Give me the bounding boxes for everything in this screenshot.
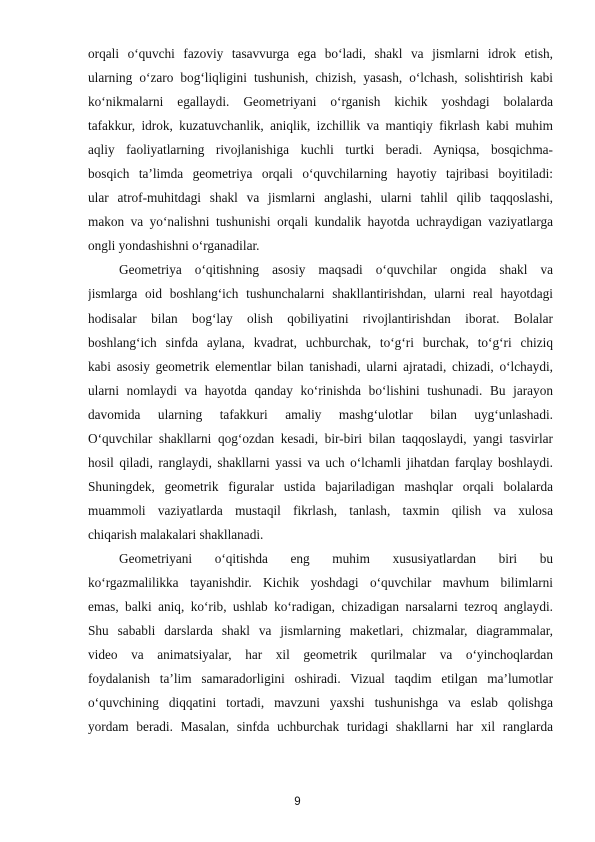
text-line: emas, balki aniq, ko‘rib, ushlab ko‘radigan, chizadigan narsalarni tezroq anglaydi. [88, 599, 553, 615]
text-line: bosqich ta’limda geometriya orqali o‘quvchilarning hayotiy tajribasi boyitiladi: [88, 166, 553, 182]
text-line: o‘quvchining diqqatini tortadi, mavzuni yaxshi tushunishga va eslab qolishga [88, 695, 553, 711]
text-line: ularning o‘zaro bog‘liqligini tushunish, chizish, yasash, o‘lchash, solishtirish kabi [88, 70, 553, 86]
paragraph-first-line: Geometriyani o‘qitishda eng muhim xususiyatlardan biri bu [119, 550, 553, 566]
text-line: boshlang‘ich sinfda aylana, kvadrat, uchburchak, to‘g‘ri burchak, to‘g‘ri chiziq [88, 334, 553, 350]
body-text [88, 42, 553, 739]
page-number: 9 [294, 796, 301, 808]
text-line: ko‘nikmalarni egallaydi. Geometriyani o‘rganish kichik yoshdagi bolalarda [88, 94, 553, 110]
text-line: hodisalar bilan bog‘lay olish qobiliyatini rivojlantirishdan iborat. Bolalar [88, 310, 553, 326]
text-line: aqliy faoliyatlarning rivojlanishiga kuchli turtki beradi. Ayniqsa, bosqichma- [88, 142, 553, 158]
text-line: tafakkur, idrok, kuzatuvchanlik, aniqlik, izchillik va mantiqiy fikrlash kabi muhim [88, 118, 553, 134]
text-line: O‘quvchilar shakllarni qog‘ozdan kesadi, bir-biri bilan taqqoslaydi, yangi tasvirlar [88, 430, 553, 446]
text-line: ular atrof-muhitdagi shakl va jismlarni anglashi, ularni tahlil qilib taqqoslashi, [88, 190, 553, 206]
text-line: ko‘rgazmalilikka tayanishdir. Kichik yoshdagi o‘quvchilar mavhum bilimlarni [88, 575, 553, 591]
text-line: yordam beradi. Masalan, sinfda uchburchak turidagi shakllarni har xil ranglarda [88, 719, 553, 735]
text-line: ularni nomlaydi va hayotda qanday ko‘rinishda bo‘lishini tushunadi. Bu jarayon [88, 382, 553, 398]
text-line: Shuningdek, geometrik figuralar ustida bajariladigan mashqlar orqali bolalarda [88, 478, 553, 494]
text-line: hosil qiladi, ranglaydi, shakllarni yassi va uch o‘lchamli jihatdan farqlay boshlaydi. [88, 454, 553, 470]
text-line: makon va yo‘nalishni tushunishi orqali kundalik hayotda uchraydigan vaziyatlarga [88, 214, 553, 230]
text-line: davomida ularning tafakkuri amaliy mashg‘ulotlar bilan uyg‘unlashadi. [88, 406, 553, 422]
text-line: muammoli vaziyatlarda mustaqil fikrlash, tanlash, taxmin qilish va xulosa [88, 502, 553, 518]
paragraph-first-line: Geometriya o‘qitishning asosiy maqsadi o‘quvchilar ongida shakl va [119, 262, 553, 278]
text-line: video va animatsiyalar, har xil geometrik qurilmalar va o‘yinchoqlardan [88, 647, 553, 663]
text-line: jismlarga oid boshlang‘ich tushunchalarni shakllantirishdan, ularni real hayotdagi [88, 286, 553, 302]
text-line: orqali o‘quvchi fazoviy tasavvurga ega bo‘ladi, shakl va jismlarni idrok etish, [88, 46, 553, 61]
text-line: Shu sababli darslarda shakl va jismlarning maketlari, chizmalar, diagrammalar, [88, 623, 553, 639]
paragraph-last-line: ongli yondashishni o‘rganadilar. [88, 238, 260, 254]
paragraph-last-line: chiqarish malakalari shakllanadi. [88, 526, 264, 542]
text-line: kabi asosiy geometrik elementlar bilan tanishadi, ularni ajratadi, chizadi, o‘lchaydi, [88, 358, 553, 374]
text-line: foydalanish ta’lim samaradorligini oshiradi. Vizual taqdim etilgan ma’lumotlar [88, 671, 553, 687]
